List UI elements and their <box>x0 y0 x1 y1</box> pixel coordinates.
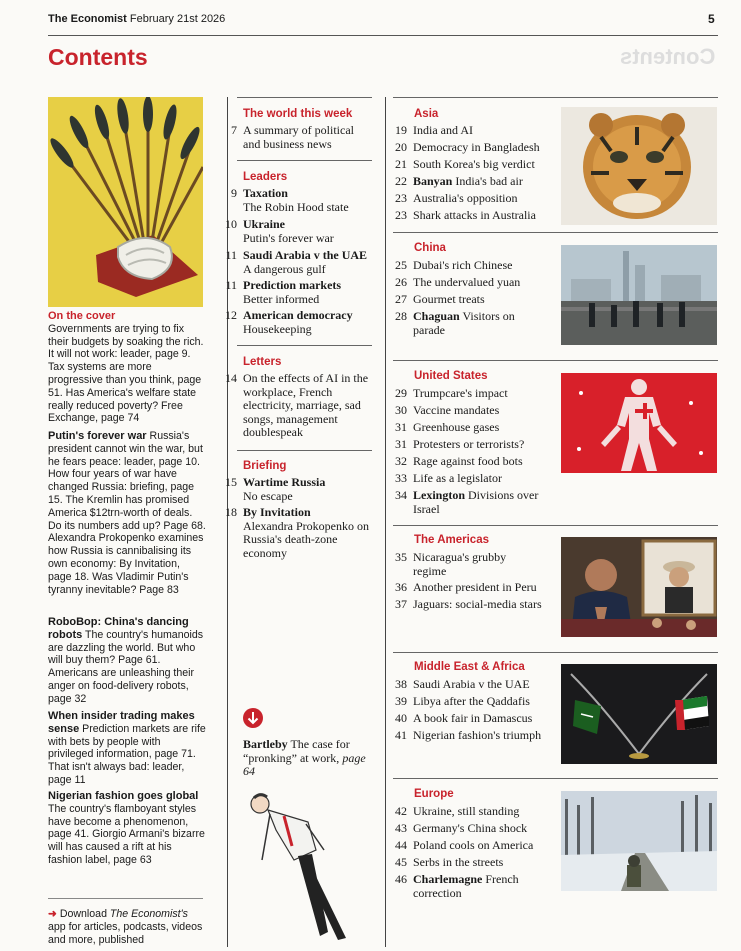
item-text: Serbs in the streets <box>413 855 504 869</box>
item-text: Housekeeping <box>243 321 312 336</box>
show-through-ghost: Contents <box>620 44 716 69</box>
running-header <box>48 13 225 25</box>
page-number: 5 <box>708 12 715 26</box>
item-text: Visitors on parade <box>413 309 515 337</box>
item-bold: Banyan <box>413 174 453 188</box>
item-text: Democracy in Bangladesh <box>413 140 540 154</box>
item-page: 29 <box>395 386 407 400</box>
toc-item[interactable] <box>385 387 555 404</box>
item-page: 23 <box>395 191 407 205</box>
item-page: 25 <box>395 258 407 272</box>
item-text: A summary of political and business news <box>243 123 354 151</box>
item-text: Another president in Peru <box>413 580 537 594</box>
toc-item[interactable] <box>385 472 555 489</box>
section-united-states: United States <box>414 370 488 382</box>
toc-item[interactable] <box>385 805 555 822</box>
section-rule <box>393 525 718 526</box>
story-head: RoboBop: China's dancing robots <box>48 616 189 641</box>
item-page: 26 <box>395 275 407 289</box>
item-text: A book fair in Damascus <box>413 711 533 725</box>
toc-list-mideast <box>385 678 555 746</box>
section-asia: Asia <box>414 108 439 120</box>
item-text: Ukraine, still standing <box>413 804 520 818</box>
item-page: 10 <box>225 217 237 231</box>
toc-item[interactable] <box>385 310 555 340</box>
item-text: Trumpcare's impact <box>413 386 508 400</box>
item-text: Libya after the Qaddafis <box>413 694 530 708</box>
item-text: Putin's forever war <box>243 230 334 245</box>
item-page: 40 <box>395 711 407 725</box>
section-middle-east-africa: Middle East & Africa <box>414 661 525 673</box>
europe-snow-photo <box>561 791 717 891</box>
cover-image <box>48 97 203 307</box>
item-page: 14 <box>225 371 237 385</box>
asia-tiger-image <box>561 107 717 225</box>
section-rule <box>237 160 372 161</box>
item-page: 32 <box>395 454 407 468</box>
toc-item[interactable] <box>385 695 555 712</box>
item-bold: Lexington <box>413 488 466 502</box>
item-bold: Bartleby <box>243 737 288 751</box>
section-rule <box>393 778 718 779</box>
toc-list-americas <box>385 551 555 615</box>
section-world: The world this week <box>243 108 353 120</box>
section-rule <box>237 97 372 98</box>
item-text: Alexandra Prokopenko on Russia's death-zone economy <box>243 518 369 560</box>
item-text: Jaguars: social-media stars <box>413 597 542 611</box>
download-promo[interactable]: ➜ Download The Economist's app for articles, podcasts, videos and more, published <box>48 908 203 946</box>
item-bold: Charlemagne <box>413 872 483 886</box>
toc-list-china <box>385 259 555 340</box>
item-text: Australia's opposition <box>413 191 518 205</box>
item-page: 21 <box>395 157 407 171</box>
item-bold: By Invitation <box>243 505 311 519</box>
item-page: 46 <box>395 872 407 886</box>
toc-item[interactable] <box>385 551 555 581</box>
item-page: 7 <box>231 123 237 137</box>
item-text: The Robin Hood state <box>243 199 349 214</box>
item-page: 43 <box>395 821 407 835</box>
issue-date: February 21st 2026 <box>129 13 226 25</box>
item-page: 37 <box>395 597 407 611</box>
down-arrow-icon <box>243 708 263 733</box>
item-page: 36 <box>395 580 407 594</box>
cover-label: On the cover <box>48 310 116 322</box>
item-text: India's bad air <box>455 174 523 188</box>
toc-item[interactable] <box>385 124 555 141</box>
item-text: No escape <box>243 488 293 503</box>
toc-item[interactable] <box>385 729 555 746</box>
item-page: 28 <box>395 309 407 323</box>
section-americas: The Americas <box>414 534 489 546</box>
us-figure-image <box>561 373 717 473</box>
item-text: Divisions over Israel <box>413 488 539 516</box>
item-page: 11 <box>225 248 237 262</box>
toc-item[interactable] <box>385 259 555 276</box>
item-page: 31 <box>395 420 407 434</box>
toc-item[interactable] <box>385 873 555 903</box>
item-text: Dubai's rich Chinese <box>413 258 513 272</box>
toc-item[interactable] <box>385 209 555 226</box>
item-text: Shark attacks in Australia <box>413 208 536 222</box>
toc-item[interactable] <box>385 856 555 873</box>
toc-item[interactable] <box>385 158 555 175</box>
item-page: 35 <box>395 550 407 564</box>
left-story-1 <box>48 616 206 706</box>
left-story-2 <box>48 710 206 787</box>
toc-item[interactable] <box>385 455 555 472</box>
item-page: 20 <box>395 140 407 154</box>
toc-item[interactable] <box>385 598 555 615</box>
download-rule <box>48 898 203 899</box>
item-page: 44 <box>395 838 407 852</box>
item-page: 22 <box>395 174 407 188</box>
china-dubai-photo <box>561 245 717 345</box>
item-page: 41 <box>395 728 407 742</box>
story-text: Russia's president cannot win the war, but he fears peace: leader, page 10. How four years of war have changed Russia: briefing, page 15. The Kremlin has promised America $12trn-worth of deals. Do its numbers add up? Page 68. Alexandra Prokopenko examines how Russia is cannibalising its own economy: By Invitation, page 18. Was Vladimir Putin's tyranny inevitable? Page 83 <box>48 430 206 596</box>
item-text: The case for “pronking” at work, <box>243 737 350 765</box>
item-page: 42 <box>395 804 407 818</box>
section-leaders: Leaders <box>243 171 288 183</box>
toc-item[interactable] <box>385 175 555 192</box>
item-text: Better informed <box>243 291 320 306</box>
toc-item[interactable] <box>385 276 555 293</box>
toc-item[interactable] <box>385 839 555 856</box>
item-text: India and AI <box>413 123 473 137</box>
item-page: 31 <box>395 437 407 451</box>
toc-item[interactable] <box>385 141 555 158</box>
brand-name: The Economist <box>48 13 127 25</box>
toc-item[interactable] <box>385 489 555 519</box>
section-rule <box>393 97 718 98</box>
story-head: Nigerian fashion goes global <box>48 790 199 802</box>
cover-text: Governments are trying to fix their budgets by soaking the rich. It will not work: leader, page 9. Tax systems are more progressive than you think, page 51. Has America's welfare state really reduced poverty? Free Exchange, page 74 <box>48 322 204 425</box>
item-text: South Korea's big verdict <box>413 157 535 171</box>
item-text: Nicaragua's grubby regime <box>413 550 507 578</box>
page-title: Contents <box>48 44 148 70</box>
section-rule <box>393 232 718 233</box>
item-text: Vaccine mandates <box>413 403 500 417</box>
toc-item[interactable] <box>385 192 555 209</box>
download-label: Download <box>59 908 107 920</box>
item-text: Rage against food bots <box>413 454 523 468</box>
item-text: Protesters or terrorists? <box>413 437 525 451</box>
item-text: Gourmet treats <box>413 292 485 306</box>
item-page: 15 <box>225 475 237 489</box>
item-text: A dangerous gulf <box>243 261 326 276</box>
toc-item[interactable] <box>385 421 555 438</box>
toc-item[interactable] <box>385 822 555 839</box>
item-text: Saudi Arabia v the UAE <box>413 677 530 691</box>
story-head: When insider trading makes sense <box>48 710 195 735</box>
item-bold: Saudi Arabia v the UAE <box>243 248 368 262</box>
item-page: 19 <box>395 123 407 137</box>
flags-photo <box>561 664 717 764</box>
toc-list-europe <box>385 805 555 903</box>
cover-blurb <box>48 310 206 425</box>
download-text: app for articles, podcasts, videos and more, published <box>48 920 203 946</box>
item-text: Life as a legislator <box>413 471 502 485</box>
item-bold: Prediction markets <box>243 278 342 292</box>
item-text: Greenhouse gases <box>413 420 500 434</box>
item-text: French correction <box>413 872 519 900</box>
story-text: The country's flamboyant styles have become a phenomenon, page 41. Giorgio Armani's bizarre will has caused a rift at his fashion label, page 63 <box>48 802 205 866</box>
section-rule <box>393 652 718 653</box>
toc-item[interactable] <box>385 678 555 695</box>
item-page: 30 <box>395 403 407 417</box>
bartleby-teaser[interactable] <box>243 738 371 779</box>
story-head: Putin's forever war <box>48 430 147 442</box>
download-brand: The Economist's <box>109 908 188 920</box>
bartleby-illustration <box>246 790 366 945</box>
section-letters: Letters <box>243 356 282 368</box>
left-story-3 <box>48 790 206 867</box>
item-text: Nigerian fashion's triumph <box>413 728 542 742</box>
item-page: page 64 <box>243 750 366 778</box>
story-text: The country's humanoids are dazzling the world. But who will buy them? Page 61. Americans are unleashing their anger on food-delivery robots, page 32 <box>48 628 204 705</box>
toc-list-us <box>385 387 555 519</box>
toc-item[interactable] <box>385 438 555 455</box>
story-text: Prediction markets are rife with bets by people with privileged information, page 71. That isn't always bad: leader, page 11 <box>48 722 206 786</box>
item-text: On the effects of AI in the workplace, French electricity, marriage, sad songs, management doublespeak <box>243 371 369 439</box>
item-page: 9 <box>231 186 237 200</box>
item-page: 38 <box>395 677 407 691</box>
item-bold: Wartime Russia <box>243 475 326 489</box>
toc-item[interactable] <box>385 712 555 729</box>
section-rule <box>237 345 372 346</box>
item-page: 18 <box>225 505 237 519</box>
left-story-0 <box>48 430 206 596</box>
item-text: The undervalued yuan <box>413 275 521 289</box>
item-text: Germany's China shock <box>413 821 528 835</box>
item-page: 23 <box>395 208 407 222</box>
item-page: 34 <box>395 488 407 502</box>
toc-item[interactable] <box>385 404 555 421</box>
section-briefing: Briefing <box>243 460 287 472</box>
item-text: Poland cools on America <box>413 838 534 852</box>
item-page: 45 <box>395 855 407 869</box>
section-china: China <box>414 242 446 254</box>
item-page: 12 <box>225 308 237 322</box>
section-rule <box>393 360 718 361</box>
americas-photo <box>561 537 717 637</box>
item-page: 27 <box>395 292 407 306</box>
section-rule <box>237 450 372 451</box>
item-page: 39 <box>395 694 407 708</box>
item-bold: Ukraine <box>243 217 285 231</box>
item-page: 33 <box>395 471 407 485</box>
section-europe: Europe <box>414 788 454 800</box>
item-bold: Chaguan <box>413 309 460 323</box>
item-page: 11 <box>225 278 237 292</box>
item-bold: American democracy <box>243 308 353 322</box>
toc-item[interactable] <box>385 581 555 598</box>
toc-item[interactable] <box>385 293 555 310</box>
item-bold: Taxation <box>243 186 288 200</box>
toc-list-asia <box>385 124 555 226</box>
header-rule <box>48 35 718 36</box>
